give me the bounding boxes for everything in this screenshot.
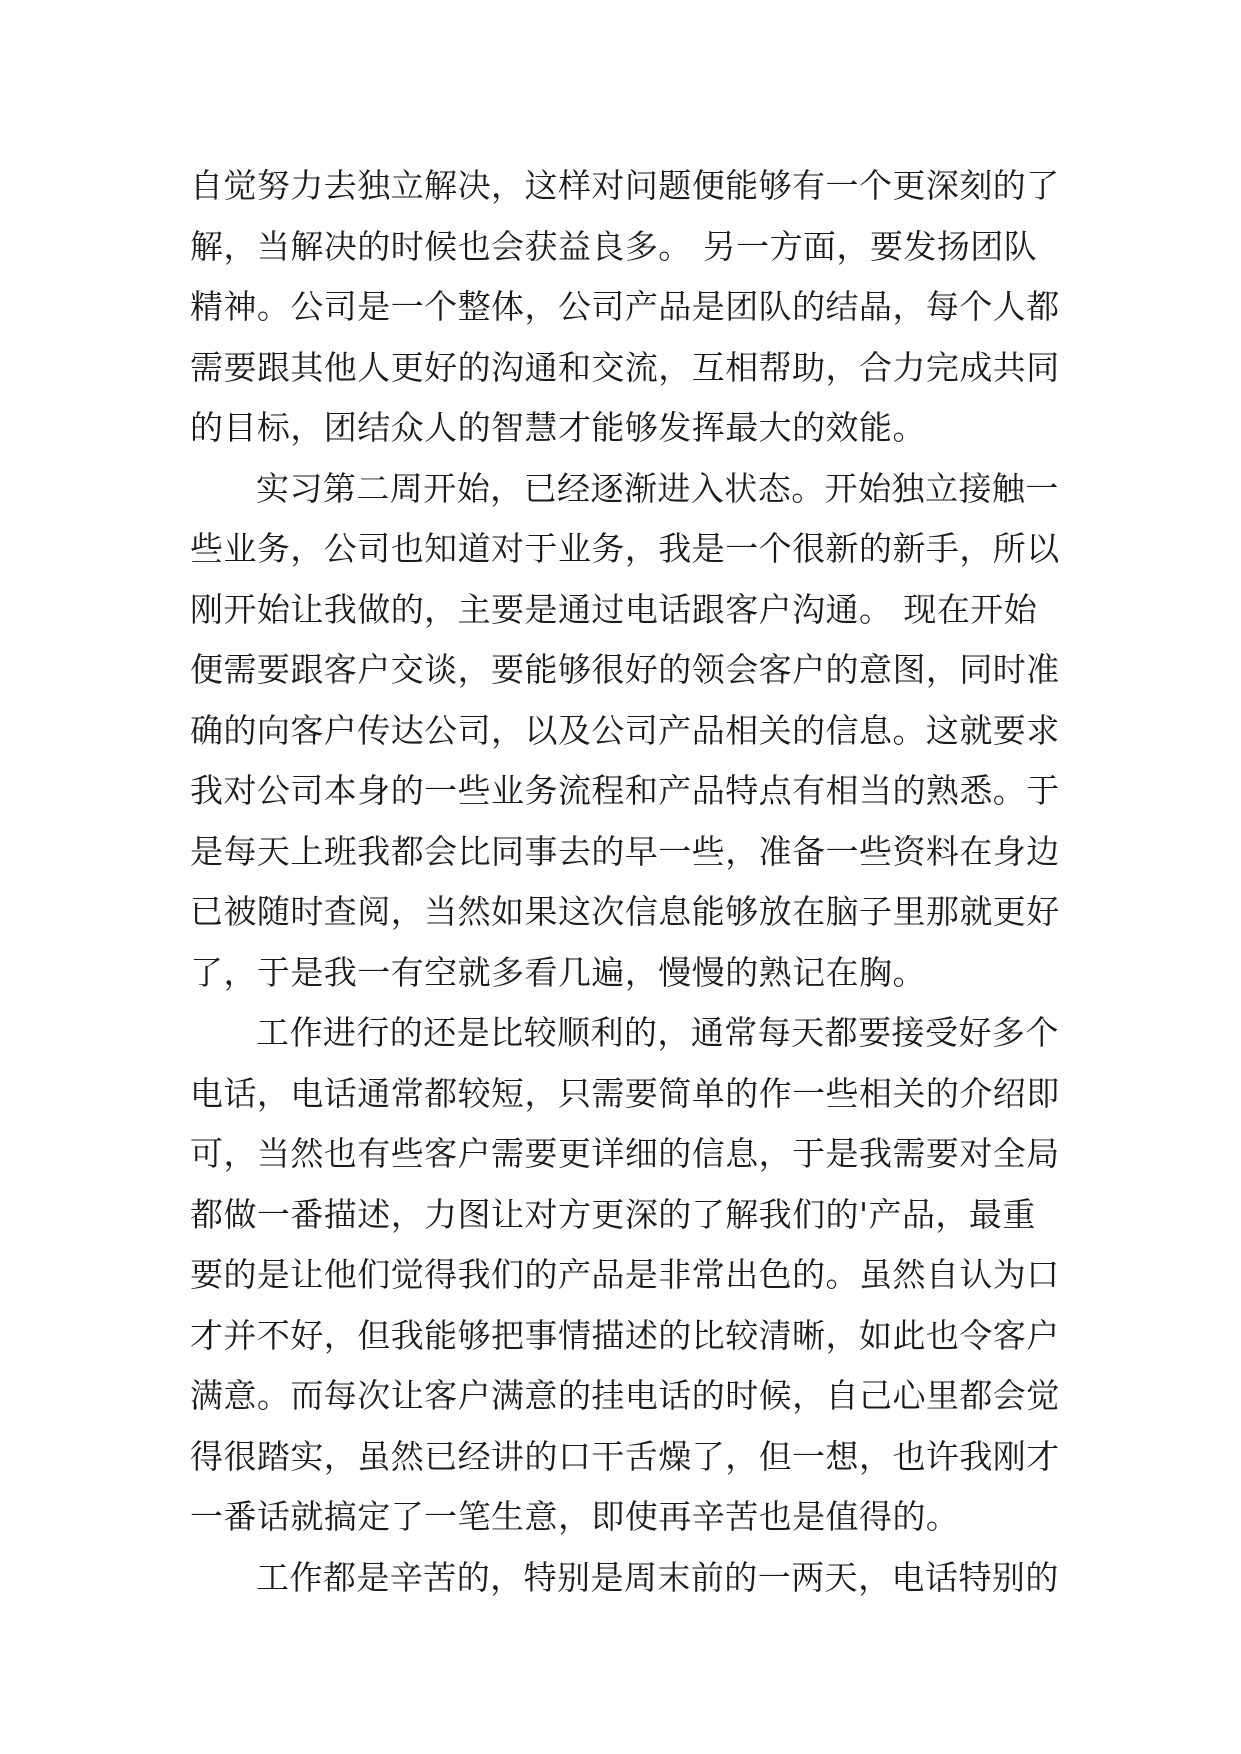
text-line: 得很踏实，虽然已经讲的口干舌燥了，但一想，也许我刚才 bbox=[190, 1436, 1060, 1476]
text-line: 些业务，公司也知道对于业务，我是一个很新的新手，所以 bbox=[190, 529, 1060, 568]
paragraph-first-line: 工作都是辛苦的，特别是周末前的一两天，电话特别的 bbox=[256, 1557, 1059, 1597]
paragraph-first-line: 工作进行的还是比较顺利的，通常每天都要接受好多个 bbox=[256, 1013, 1059, 1052]
text-line: 已被随时查阅，当然如果这次信息能够放在脑子里那就更好 bbox=[190, 892, 1060, 931]
text-line: 了，于是我一有空就多看几遍，慢慢的熟记在胸。 bbox=[190, 952, 926, 992]
text-line: 精神。公司是一个整体，公司产品是团队的结晶，每个人都 bbox=[190, 287, 1060, 326]
text-line: 刚开始让我做的，主要是通过电话跟客户沟通。 现在开始 bbox=[190, 589, 1038, 629]
text-line: 便需要跟客户交谈，要能够很好的领会客户的意图，同时准 bbox=[190, 650, 1060, 689]
text-line: 是每天上班我都会比同事去的早一些，准备一些资料在身边 bbox=[190, 831, 1060, 871]
text-line: 解，当解决的时候也会获益良多。 另一方面，要发扬团队 bbox=[190, 226, 1038, 266]
text-line: 才并不好，但我能够把事情描述的比较清晰，如此也令客户 bbox=[190, 1315, 1060, 1355]
text-line: 一番话就搞定了一笔生意，即使再辛苦也是值得的。 bbox=[190, 1497, 960, 1536]
body-text bbox=[190, 156, 1060, 1608]
text-line: 自觉努力去独立解决，这样对问题便能够有一个更深刻的了 bbox=[190, 166, 1060, 205]
text-line: 确的向客户传达公司，以及公司产品相关的信息。这就要求 bbox=[190, 710, 1060, 750]
text-line: 要的是让他们觉得我们的产品是非常出色的。虽然自认为口 bbox=[190, 1255, 1060, 1294]
text-line: 电话，电话通常都较短，只需要简单的作一些相关的介绍即 bbox=[190, 1073, 1060, 1113]
text-line: 的目标，团结众人的智慧才能够发挥最大的效能。 bbox=[190, 408, 926, 447]
text-line: 我对公司本身的一些业务流程和产品特点有相当的熟悉。于 bbox=[190, 771, 1060, 810]
text-line: 需要跟其他人更好的沟通和交流，互相帮助，合力完成共同 bbox=[190, 347, 1060, 387]
paragraph-first-line: 实习第二周开始，已经逐渐进入状态。开始独立接触一 bbox=[256, 468, 1059, 508]
text-line: 都做一番描述，力图让对方更深的了解我们的'产品，最重 bbox=[190, 1194, 1036, 1234]
text-line: 可，当然也有些客户需要更详细的信息，于是我需要对全局 bbox=[190, 1134, 1060, 1173]
text-line: 满意。而每次让客户满意的挂电话的时候，自己心里都会觉 bbox=[190, 1376, 1060, 1415]
